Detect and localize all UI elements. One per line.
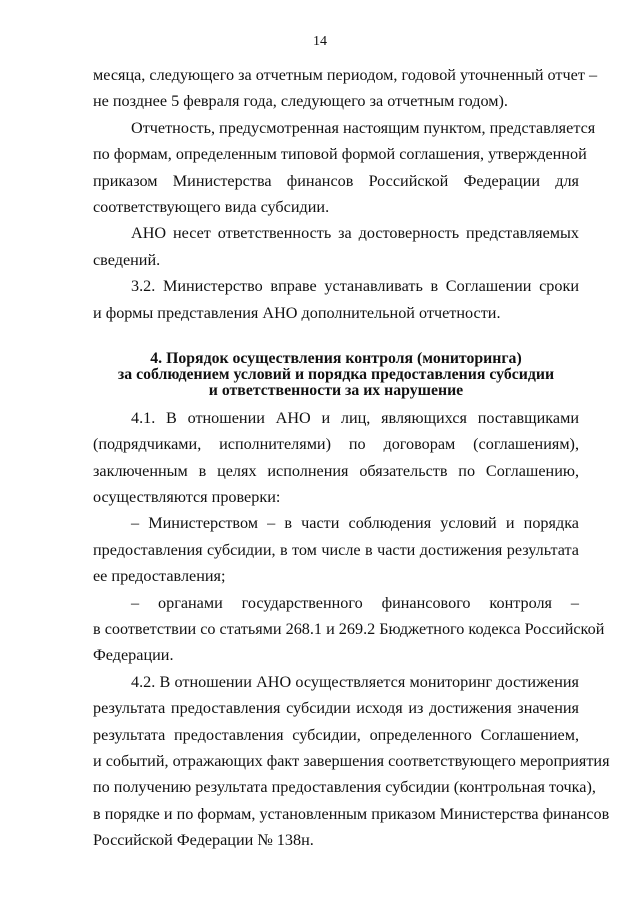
heading-line: и ответственности за их нарушение — [208, 381, 464, 399]
text-line: 3.2. Министерство вправе устанавливать в Соглашении сроки — [131, 277, 579, 296]
text-line: предоставления субсидии, в том числе в части достижения результата — [93, 540, 579, 559]
text-line: соответствующего вида субсидии. — [93, 197, 330, 216]
document-body — [93, 62, 610, 854]
heading-line: за соблюдением условий и порядка предоставления субсидии — [117, 365, 555, 383]
text-line: сведений. — [93, 250, 161, 269]
text-line: Российской Федерации № 138н. — [93, 831, 314, 850]
paragraph — [93, 220, 579, 273]
paragraph — [93, 590, 605, 669]
section-gap — [93, 326, 579, 351]
text-line: – Министерством – в части соблюдения условий и порядка — [131, 514, 579, 533]
text-line: заключенным в целях исполнения обязательств по Соглашению, — [93, 461, 579, 480]
text-line: приказом Министерства финансов Российской Федерации для — [93, 171, 579, 190]
text-line: в порядке и по формам, установленным приказом Министерства финансов — [93, 804, 610, 823]
text-line: Федерации. — [93, 646, 174, 665]
text-line: по формам, определенным типовой формой соглашения, утвержденной — [93, 145, 587, 164]
text-line: по получению результата предоставления субсидии (контрольная точка), — [93, 778, 596, 797]
text-line: 4.1. В отношении АНО и лиц, являющихся поставщиками — [131, 408, 579, 427]
paragraph — [93, 273, 579, 326]
text-line: в соответствии со статьями 268.1 и 269.2 Бюджетного кодекса Российской — [93, 620, 605, 639]
heading-line: 4. Порядок осуществления контроля (мониторинга) — [150, 349, 522, 367]
paragraph — [93, 510, 579, 589]
text-line: результата предоставления субсидии, определенного Соглашением, — [93, 725, 579, 744]
paragraph — [93, 115, 596, 221]
section-heading — [93, 351, 579, 399]
paragraph — [93, 669, 610, 854]
text-line: (подрядчиками, исполнителями) по договорам (соглашениям), — [93, 435, 579, 454]
paragraph — [93, 405, 579, 511]
section-control — [93, 405, 610, 854]
section-reporting — [93, 62, 598, 326]
text-line: АНО несет ответственность за достоверность представляемых — [131, 224, 579, 243]
text-line: не позднее 5 февраля года, следующего за отчетным годом). — [93, 92, 508, 111]
text-line: Отчетность, предусмотренная настоящим пунктом, представляется — [131, 118, 596, 137]
text-line: осуществляются проверки: — [93, 488, 281, 507]
text-line: ее предоставления; — [93, 567, 226, 586]
page-number: 14 — [313, 34, 327, 49]
text-line: и событий, отражающих факт завершения соответствующего мероприятия — [93, 751, 610, 770]
text-line: – органами государственного финансового контроля – — [131, 593, 579, 612]
paragraph — [93, 62, 598, 115]
text-line: результата предоставления субсидии исходя из достижения значения — [93, 699, 579, 718]
text-line: месяца, следующего за отчетным периодом, годовой уточненный отчет – — [93, 66, 598, 84]
text-line: 4.2. В отношении АНО осуществляется мониторинг достижения — [131, 672, 579, 691]
text-line: и формы представления АНО дополнительной отчетности. — [93, 303, 501, 322]
